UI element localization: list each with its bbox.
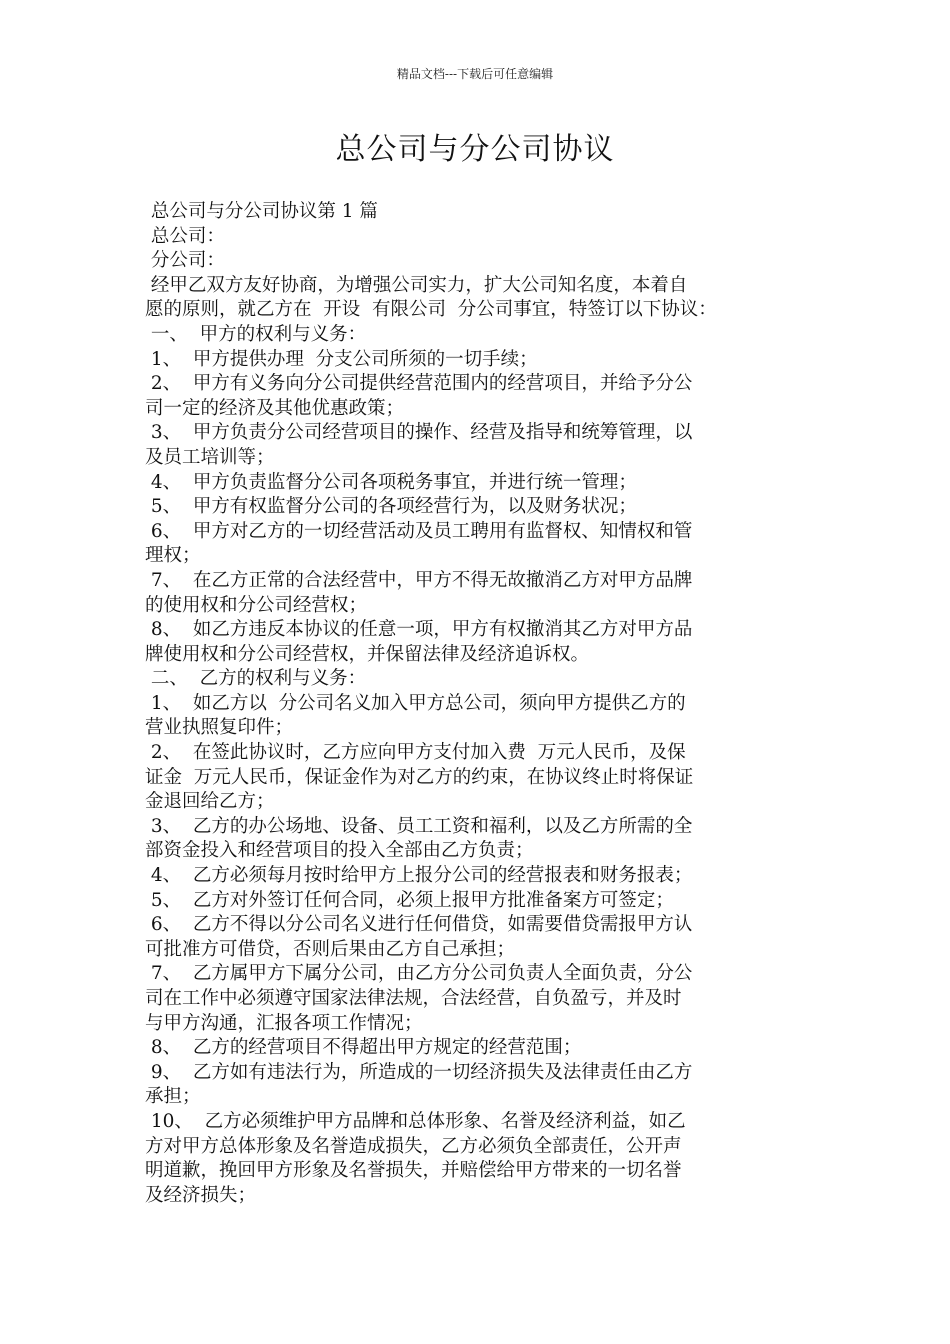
body-line: 承担；: [145, 1086, 201, 1108]
body-line: 证金 万元人民币，保证金作为对乙方的约束，在协议终止时将保证: [145, 766, 694, 788]
body-line: 4、 甲方负责监督分公司各项税务事宜，并进行统一管理；: [145, 471, 637, 493]
body-line: 营业执照复印件；: [145, 717, 294, 739]
body-line: 8、 乙方的经营项目不得超出甲方规定的经营范围；: [145, 1037, 582, 1059]
body-line: 1、 如乙方以 分公司名义加入甲方总公司，须向甲方提供乙方的: [145, 692, 686, 714]
body-line: 金退回给乙方；: [145, 791, 275, 813]
body-line: 明道歉，挽回甲方形象及名誉损失，并赔偿给甲方带来的一切名誉: [145, 1160, 682, 1182]
body-line: 3、 乙方的办公场地、设备、员工工资和福利，以及乙方所需的全: [145, 815, 693, 837]
body-line: 二、 乙方的权利与义务：: [145, 668, 367, 690]
body-line: 2、 甲方有义务向分公司提供经营范围内的经营项目，并给予分公: [145, 373, 693, 395]
document-title: 总公司与分公司协议: [335, 132, 615, 167]
body-line: 牌使用权和分公司经营权，并保留法律及经济追诉权。: [145, 643, 590, 665]
body-line: 及员工培训等；: [145, 446, 275, 468]
body-line: 分公司：: [145, 250, 225, 272]
body-line: 经甲乙双方友好协商，为增强公司实力，扩大公司知名度，本着自: [145, 274, 688, 296]
body-line: 司在工作中必须遵守国家法律法规，合法经营，自负盈亏，并及时: [145, 988, 682, 1009]
body-line: 总公司：: [145, 225, 225, 247]
body-line: 愿的原则，就乙方在 开设 有限公司 分公司事宜，特签订以下协议：: [145, 299, 717, 321]
body-line: 部资金投入和经营项目的投入全部由乙方负责；: [145, 840, 534, 862]
body-line: 10、 乙方必须维护甲方品牌和总体形象、名誉及经济利益，如乙: [145, 1110, 686, 1132]
document-body: [145, 200, 810, 1208]
body-line: 7、 乙方属甲方下属分公司，由乙方分公司负责人全面负责，分公: [145, 963, 693, 985]
body-line: 1、 甲方提供办理 分支公司所须的一切手续；: [145, 348, 538, 370]
body-line: 9、 乙方如有违法行为，所造成的一切经济损失及法律责任由乙方: [145, 1061, 693, 1083]
body-line: 6、 甲方对乙方的一切经营活动及员工聘用有监督权、知情权和管: [145, 520, 693, 542]
body-line: 与甲方沟通，汇报各项工作情况；: [145, 1012, 423, 1034]
body-line: 一、 甲方的权利与义务：: [145, 323, 367, 345]
body-line: 3、 甲方负责分公司经营项目的操作、经营及指导和统筹管理，以: [145, 422, 693, 444]
body-line: 6、 乙方不得以分公司名义进行任何借贷，如需要借贷需报甲方认: [145, 914, 693, 936]
body-line: 可批准方可借贷，否则后果由乙方自己承担；: [145, 938, 516, 960]
body-line: 总公司与分公司协议第 1 篇: [145, 201, 378, 222]
body-line: 5、 甲方有权监督分公司的各项经营行为，以及财务状况；: [145, 496, 637, 518]
body-line: 7、 在乙方正常的合法经营中，甲方不得无故撤消乙方对甲方品牌: [145, 569, 693, 591]
body-line: 2、 在签此协议时，乙方应向甲方支付加入费 万元人民币，及保: [145, 742, 686, 764]
body-line: 5、 乙方对外签订任何合同，必须上报甲方批准备案方可签定；: [145, 889, 674, 911]
body-line: 及经济损失；: [145, 1184, 257, 1206]
body-line: 的使用权和分公司经营权；: [145, 594, 368, 616]
body-line: 4、 乙方必须每月按时给甲方上报分公司的经营报表和财务报表；: [145, 865, 693, 887]
body-line: 8、 如乙方违反本协议的任意一项，甲方有权撤消其乙方对甲方品: [145, 619, 693, 641]
body-line: 方对甲方总体形象及名誉造成损失，乙方必须负全部责任，公开声: [145, 1135, 682, 1157]
body-line: 司一定的经济及其他优惠政策；: [145, 397, 405, 419]
body-line: 理权；: [145, 545, 201, 567]
header-note: 精品文档---下载后可任意编辑: [396, 67, 554, 81]
